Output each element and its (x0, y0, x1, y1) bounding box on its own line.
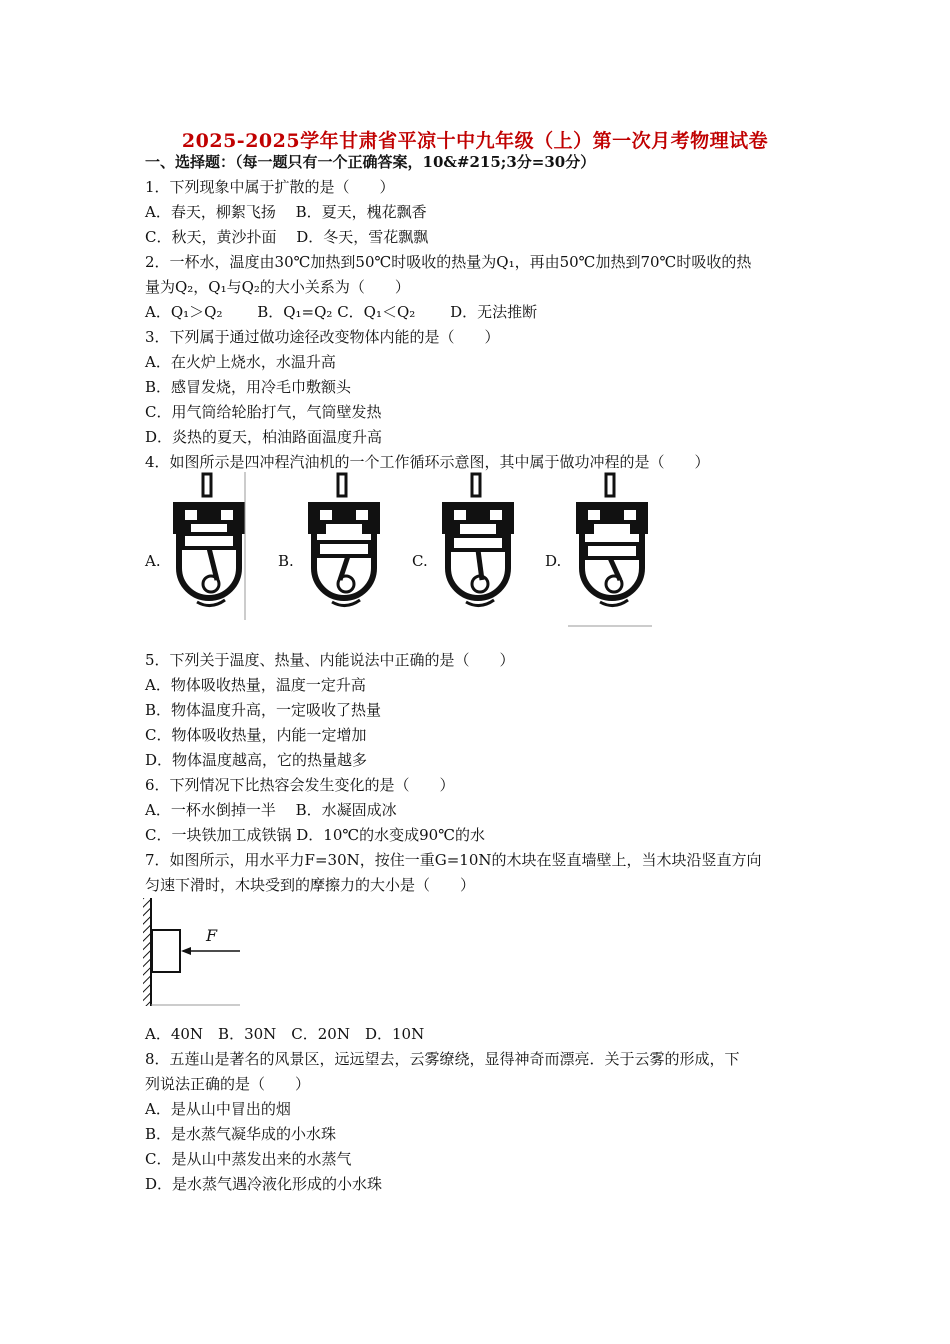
engine-diagram-b (300, 472, 388, 620)
q4-label-b: B. (278, 552, 294, 570)
q8-option-b: B．是水蒸气凝华成的小水珠 (145, 1125, 337, 1143)
force-arrow-head (181, 947, 191, 955)
exam-title: 2025-2025学年甘肃省平凉十中九年级（上）第一次月考物理试卷 (181, 130, 769, 152)
q4-label-c: C. (412, 552, 428, 570)
q3-option-b: B．感冒发烧，用冷毛巾敷额头 (145, 378, 352, 396)
q3-option-d: D．炎热的夏天，柏油路面温度升高 (145, 428, 383, 446)
q4-label-a: A. (145, 552, 161, 570)
q8-stem-line2: 列说法正确的是（ ） (145, 1075, 311, 1093)
q8-stem-line1: 8．五莲山是著名的风景区，远远望去，云雾缭绕，显得神奇而漂亮．关于云雾的形成，下 (145, 1050, 740, 1068)
q8-option-a: A．是从山中冒出的烟 (145, 1100, 291, 1118)
section-heading: 一、选择题：（每一题只有一个正确答案，10&#215;3分=30分） (145, 153, 596, 171)
q6-options-ab: A．一杯水倒掉一半 B．水凝固成冰 (145, 801, 397, 819)
q1-options-cd: C．秋天，黄沙扑面 D．冬天，雪花飘飘 (145, 228, 429, 246)
engine-diagram-c (434, 472, 522, 620)
q4-stem: 4．如图所示是四冲程汽油机的一个工作循环示意图，其中属于做功冲程的是（ ） (145, 453, 710, 471)
q8-option-c: C．是从山中蒸发出来的水蒸气 (145, 1150, 352, 1168)
q2-options: A．Q₁＞Q₂ B．Q₁=Q₂ C．Q₁＜Q₂ D．无法推断 (145, 303, 538, 321)
q5-option-b: B．物体温度升高，一定吸收了热量 (145, 701, 382, 719)
q2-stem-line2: 量为Q₂，Q₁与Q₂的大小关系为（ ） (145, 278, 410, 296)
q5-option-d: D．物体温度越高，它的热量越多 (145, 751, 368, 769)
q8-option-d: D．是水蒸气遇冷液化形成的小水珠 (145, 1175, 383, 1193)
force-label-f: F (206, 926, 218, 945)
wooden-block (152, 930, 180, 972)
q7-stem-line1: 7．如图所示，用水平力F=30N，按住一重G=10N的木块在竖直墙壁上，当木块沿竖直方向 (145, 851, 762, 869)
q3-option-a: A．在火炉上烧水，水温升高 (145, 353, 336, 371)
q3-option-c: C．用气筒给轮胎打气，气筒壁发热 (145, 403, 382, 421)
engine-diagram-a (165, 472, 253, 620)
q7-stem-line2: 匀速下滑时，木块受到的摩擦力的大小是（ ） (145, 876, 476, 894)
q2-stem-line1: 2．一杯水，温度由30℃加热到50℃时吸收的热量为Q₁，再由50℃加热到70℃时吸收的热 (145, 253, 752, 271)
q7-options: A．40N B．30N C．20N D．10N (145, 1025, 425, 1043)
q1-stem: 1．下列现象中属于扩散的是（ ） (145, 178, 395, 196)
q6-options-cd: C．一块铁加工成铁锅 D．10℃的水变成90℃的水 (145, 826, 486, 844)
wall-hatching (143, 898, 151, 1006)
q5-option-a: A．物体吸收热量，温度一定升高 (145, 676, 366, 694)
q1-options-ab: A．春天，柳絮飞扬 B．夏天，槐花飘香 (145, 203, 427, 221)
engine-diagram-d (568, 472, 656, 628)
q5-option-c: C．物体吸收热量，内能一定增加 (145, 726, 367, 744)
q4-label-d: D. (545, 552, 562, 570)
q3-stem: 3．下列属于通过做功途径改变物体内能的是（ ） (145, 328, 500, 346)
q6-stem: 6．下列情况下比热容会发生变化的是（ ） (145, 776, 455, 794)
q5-stem: 5．下列关于温度、热量、内能说法中正确的是（ ） (145, 651, 515, 669)
wall-block-diagram (143, 898, 243, 1008)
